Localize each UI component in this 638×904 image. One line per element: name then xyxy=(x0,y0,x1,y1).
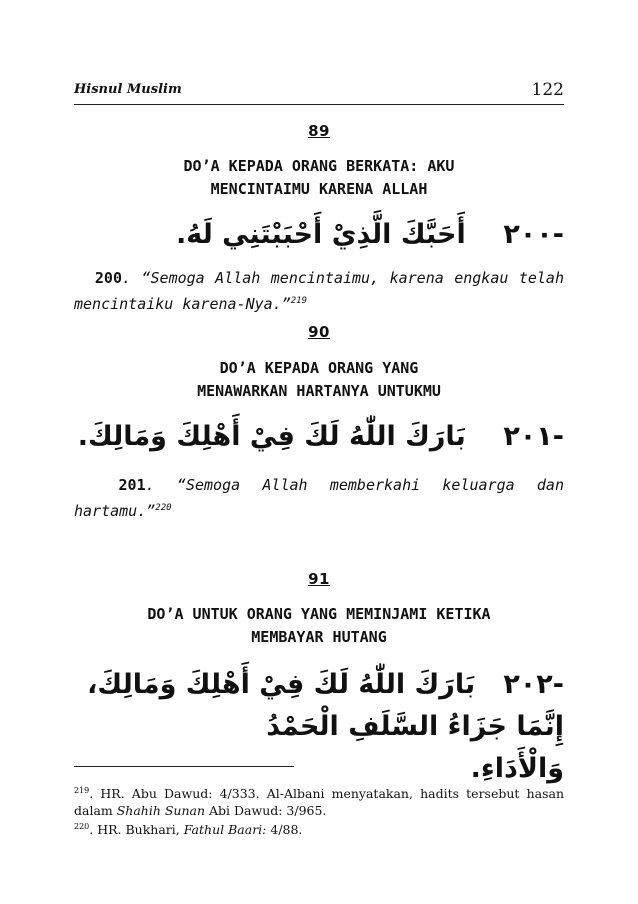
section-number: 91 xyxy=(308,570,330,588)
footnote xyxy=(74,818,564,838)
translation-number: 201 xyxy=(118,476,146,494)
footnote-number: 220 xyxy=(74,822,90,831)
arabic-text: بَارَكَ اللّٰهُ لَكَ فِيْ أَهْلِكَ وَمَالِكَ. xyxy=(77,421,466,452)
footnote-text: 4/88. xyxy=(266,822,303,838)
section-heading xyxy=(74,155,564,201)
footnote-source: Shahih Sunan xyxy=(116,803,206,819)
footnote xyxy=(74,782,564,819)
arabic-number: -٢٠١ xyxy=(503,421,564,452)
arabic-supplication xyxy=(74,416,564,458)
translation xyxy=(74,474,564,523)
heading-line: DO’A KEPADA ORANG YANG xyxy=(219,359,419,377)
arabic-number: -٢٠٢ xyxy=(503,669,564,700)
heading-line: DO’A UNTUK ORANG YANG MEMINJAMI KETIKA xyxy=(147,605,491,623)
arabic-text: بَارَكَ اللّٰهُ لَكَ فِيْ أَهْلِكَ وَمَالِكَ، إِنَّمَا جَزَاءُ السَّلَفِ الْحَمْدُ xyxy=(87,669,564,742)
footnote-ref: 220 xyxy=(155,503,172,513)
arabic-supplication xyxy=(74,214,564,256)
arabic-text: أَحَبَّكَ الَّذِيْ أَحْبَبْتَنِي لَهُ. xyxy=(176,219,466,250)
page-header xyxy=(74,80,564,106)
arabic-supplication xyxy=(74,664,564,790)
footnote-divider xyxy=(74,766,294,767)
header-divider xyxy=(74,104,564,105)
footnote-ref: 219 xyxy=(290,296,308,306)
heading-line: MENAWARKAN HARTANYA UNTUKMU xyxy=(197,382,441,400)
translation-text: . “Semoga Allah memberkahi keluarga dan hartamu.” xyxy=(74,476,564,520)
footnote-text: . HR. Abu Dawud: 4/333. Al-Albani menyatakan, hadits tersebut hasan dalam xyxy=(74,786,564,819)
heading-line: DO’A KEPADA ORANG BERKATA: AKU xyxy=(183,157,455,175)
translation-number: 200 xyxy=(94,269,122,287)
footnote-source: Fathul Baari: xyxy=(183,822,267,838)
page-number: 122 xyxy=(531,80,564,100)
heading-line: MENCINTAIMU KARENA ALLAH xyxy=(210,180,428,198)
footnote-text: Abi Dawud: 3/965. xyxy=(205,803,327,819)
footnote-text: . HR. Bukhari, xyxy=(89,822,184,838)
arabic-number: -٢٠٠ xyxy=(503,219,564,250)
heading-line: MEMBAYAR HUTANG xyxy=(251,628,387,646)
translation xyxy=(74,267,564,316)
translation-text: . “Semoga Allah mencintaimu, karena engkau telah mencintaiku karena-Nya.” xyxy=(74,269,564,313)
arabic-text-continuation: وَالْأَدَاءِ. xyxy=(470,753,564,784)
footnote-number: 219 xyxy=(74,786,90,795)
book-title: Hisnul Muslim xyxy=(74,82,182,97)
section-number: 90 xyxy=(308,323,330,341)
section-number: 89 xyxy=(308,122,330,140)
section-heading xyxy=(74,357,564,403)
section-heading xyxy=(74,603,564,649)
